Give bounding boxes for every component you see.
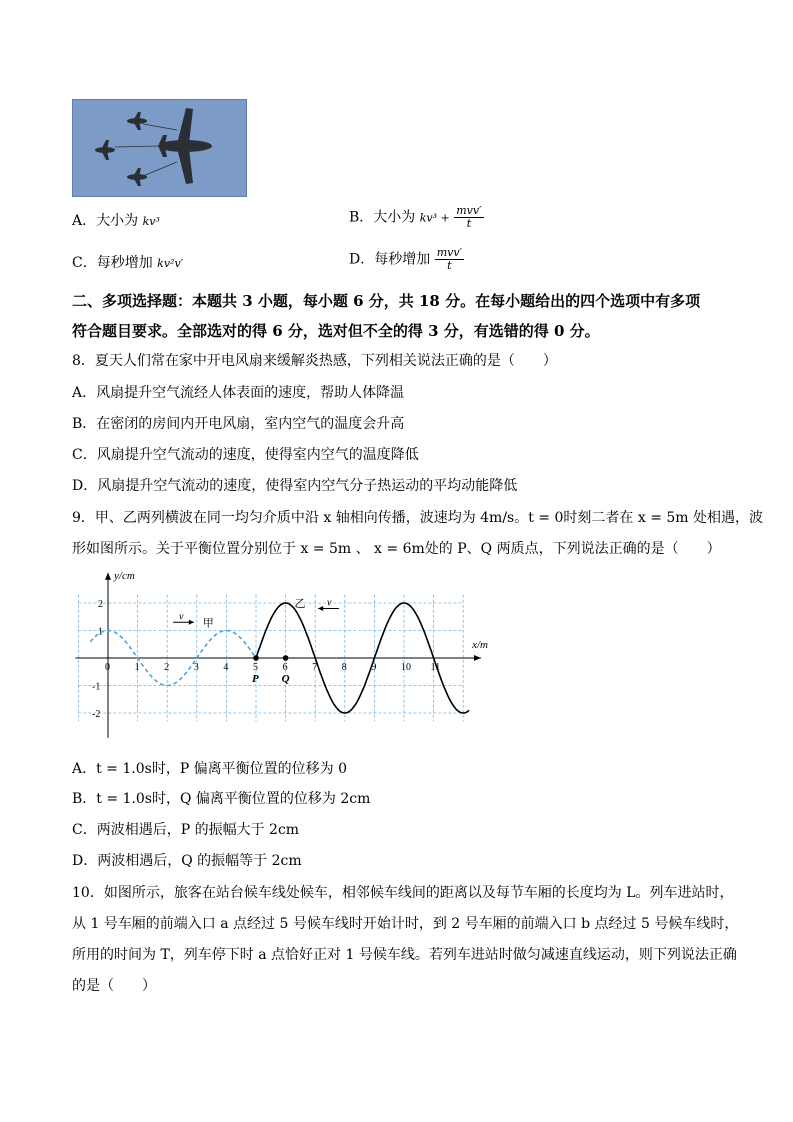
q10-stem-line3: 所用的时间为 T，列车停下时 a 点恰好正对 1 号候车线。若列车进站时做匀减速直线运动，则下列说法正确: [72, 947, 737, 963]
q7-option-c-formula: kv²v′: [157, 257, 184, 270]
x-tick-label: 10: [401, 662, 411, 673]
x-tick-label: 3: [193, 662, 199, 673]
x-tick-label: 1: [134, 662, 140, 673]
series-label-jia: 甲: [202, 616, 214, 630]
q7-option-d-fraction: [435, 247, 464, 272]
q7-option-b-formula: kv³ +: [419, 211, 450, 225]
q10-stem-line2: 从 1 号车厢的前端入口 a 点经过 5 号候车线时开始计时，到 2 号车厢的前端入口 b 点经过 5 号候车线时，: [72, 916, 739, 932]
q9-option-d: D．两波相遇后，Q 的振幅等于 2cm: [72, 853, 302, 869]
x-tick-label: 6: [282, 662, 288, 673]
velocity-label-jia: v: [179, 611, 184, 623]
aircraft-silhouettes: [73, 100, 246, 196]
x-tick-label: 2: [164, 662, 170, 673]
section2-heading-line2: 符合题目要求。全部选对的得 6 分，选对但不全的得 3 分，有选错的得 0 分。: [72, 322, 600, 340]
velocity-arrowhead-yi: [318, 606, 323, 611]
x-tick-label: 7: [312, 662, 318, 673]
x-tick-label: 11: [430, 662, 441, 673]
q8-option-a: A．风扇提升空气流经人体表面的速度，帮助人体降温: [72, 385, 405, 401]
aircraft-refueling-photo: [72, 99, 247, 197]
point-label-p: P: [252, 673, 259, 685]
x-tick-label: 8: [341, 662, 347, 673]
q9-option-a: A．t = 1.0s时，P 偏离平衡位置的位移为 0: [72, 761, 348, 777]
y-tick-label: -2: [92, 709, 101, 720]
q9-stem-line1: 9．甲、乙两列横波在同一均匀介质中沿 x 轴相向传播，波速均为 4m/s。t = 0时刻二者在 x = 5m 处相遇，波: [72, 510, 764, 526]
point-q: [283, 655, 289, 661]
q9-stem-line2: 形如图所示。关于平衡位置分别位于 x = 5m 、 x = 6m处的 P、Q 两质点，下列说法正确的是（ ）: [72, 541, 721, 557]
q7-option-b-numerator: mvv′: [456, 204, 482, 217]
point-label-q: Q: [281, 673, 290, 685]
y-tick-label: 2: [98, 599, 103, 610]
wave-graph: [72, 568, 492, 750]
velocity-arrowhead-jia: [189, 620, 194, 625]
q7-option-d-label: D．每秒增加: [349, 251, 431, 268]
x-tick-label: 9: [371, 662, 377, 673]
section2-heading-line1: 二、多项选择题：本题共 3 小题，每小题 6 分，共 18 分。在每小题给出的四个选项中有多项: [72, 292, 701, 310]
q10-stem-line1: 10．如图所示，旅客在站台候车线处候车，相邻候车线间的距离以及每节车厢的长度均为 L。列车进站时，: [72, 885, 734, 901]
q7-option-d-denominator: t: [447, 259, 452, 272]
q7-option-d-numerator: mvv′: [436, 246, 463, 259]
y-tick-label: 1: [98, 626, 103, 638]
q7-option-d: [349, 247, 464, 272]
q8-stem: 8．夏天人们常在家中开电风扇来缓解炎热感，下列相关说法正确的是（ ）: [72, 353, 557, 369]
x-axis-label: x/m: [472, 639, 488, 651]
y-tick-label: -1: [92, 681, 101, 693]
x-tick-label: 4: [223, 662, 229, 673]
q8-option-d: D．风扇提升空气流动的速度，使得室内空气分子热运动的平均动能降低: [72, 478, 518, 494]
x-tick-label: 0: [105, 662, 110, 673]
q7-option-a-label: A．大小为: [72, 213, 139, 229]
q8-option-b: B．在密闭的房间内开电风扇，室内空气的温度会升高: [72, 416, 405, 432]
q7-option-c-label: C．每秒增加: [72, 255, 153, 271]
q7-option-b-label: B．大小为: [349, 209, 416, 226]
q7-option-b-denominator: t: [466, 217, 472, 230]
point-p: [253, 655, 259, 661]
y-axis-arrow: [105, 573, 111, 580]
q7-option-c: [72, 254, 183, 273]
x-tick-label: 5: [253, 662, 258, 673]
q8-option-c: C．风扇提升空气流动的速度，使得室内空气的温度降低: [72, 447, 419, 463]
q7-option-a: [72, 212, 160, 231]
q9-option-b: B．t = 1.0s时，Q 偏离平衡位置的位移为 2cm: [72, 791, 371, 807]
q10-stem-line4: 的是（ ）: [72, 978, 156, 994]
q7-option-a-formula: kv³: [142, 215, 160, 228]
velocity-label-yi: v: [327, 597, 332, 609]
q7-option-b-fraction: [454, 205, 483, 230]
series-label-yi: 乙: [294, 597, 306, 610]
y-axis-label: y/cm: [114, 569, 135, 582]
q7-option-b: [349, 205, 484, 230]
x-axis-arrow: [474, 655, 481, 661]
q9-option-c: C．两波相遇后，P 的振幅大于 2cm: [72, 822, 300, 838]
wave-graph-svg: [72, 568, 492, 746]
